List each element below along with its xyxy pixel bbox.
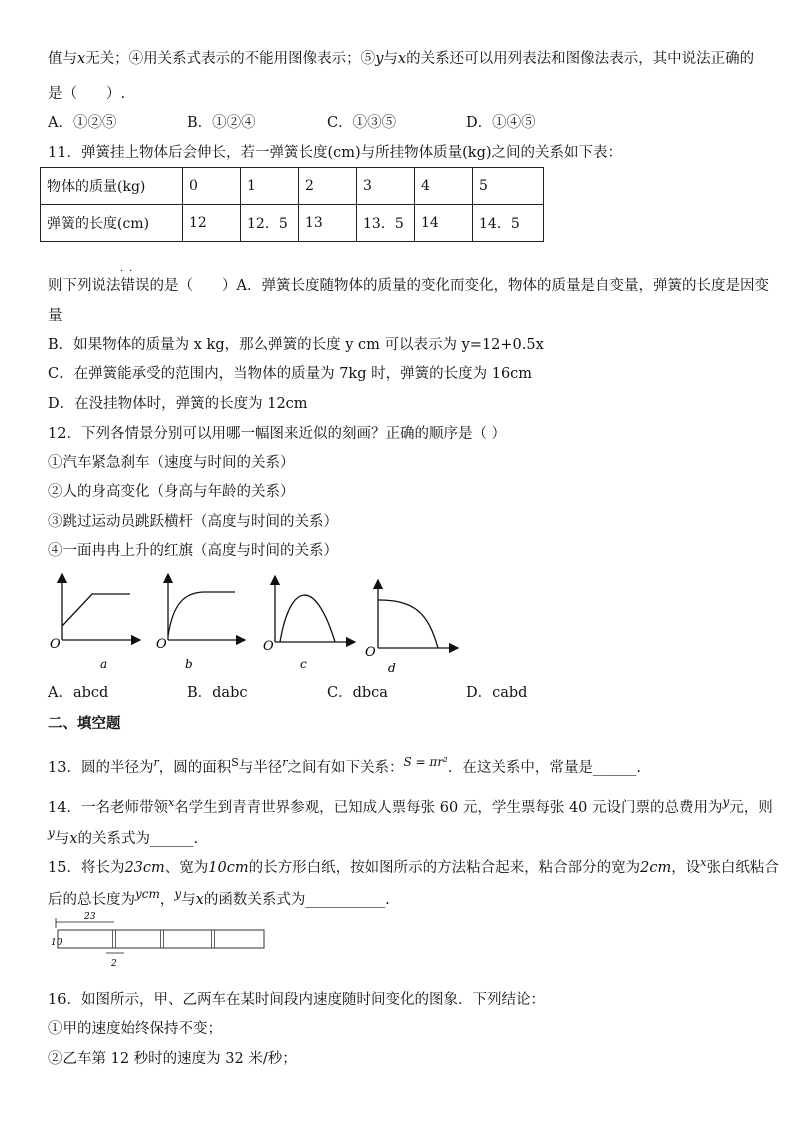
q12-option-d: D．cabd [466,685,528,701]
q15-line2: 后的总长度为$^{ycm}$，$^y$与x的函数关系式为___________. [48,887,390,908]
q15-line1: 15．将长为23cm、宽为10cm的长方形白纸，按如图所示的方法粘合起来，粘合部分的宽为2cm，设$^x$张白纸粘合 [48,856,779,876]
q11-stem: 11．弹簧挂上物体后会伸长，若一弹簧长度(cm)与所挂物体质量(kg)之间的关系如下表： [48,145,623,161]
q14-line2: $^y$与x的关系式为______. [48,826,199,847]
q13-line: 13．圆的半径为$^r$，圆的面积$^S$与半径$^r$之间有如下关系：$^{S = \pi r^2}$．在这关系中，常量是______. [48,755,641,776]
graph-d-origin: O [365,645,376,660]
q10-option-d: D．①④⑤ [466,115,536,131]
graph-c-label: c [300,657,307,671]
q16-item-1: ①甲的速度始终保持不变； [48,1021,222,1037]
section-heading: 二、填空题 [48,716,121,732]
q12-option-a: A．abcd [48,685,109,701]
table-cell: 12 [183,205,241,242]
glue-area [112,930,118,948]
paper-strip-figure [40,908,280,972]
graph-a-label: a [100,657,108,671]
q11-option-b: B．如果物体的质量为 x kg，那么弹簧的长度 y cm 可以表示为 y=12+0.5x [48,337,544,353]
table-cell: 13 [299,205,357,242]
spring-table [40,167,544,242]
label-10: 10 [51,938,63,948]
table-row [41,205,544,242]
q12-item-1: ①汽车紧急刹车（速度与时间的关系） [48,455,295,471]
table-cell: 3 [357,168,415,205]
q12-item-3: ③跳过运动员跳跃横杆（高度与时间的关系） [48,514,338,530]
graph-c-origin: O [263,639,274,654]
table-cell: 1 [241,168,299,205]
q10-option-b: B．①②④ [187,115,256,131]
graph-d-label: d [388,661,396,675]
q10-line2: 是（ ）. [48,86,126,102]
table-cell: 14．5 [473,205,544,242]
q10-option-c: C．①③⑤ [327,115,397,131]
q14-line1: 14．一名老师带领$^x$名学生到青青世界参观，已知成人票每张 60 元，学生票每张 40 元设门票的总费用为$^y$元，则 [48,795,773,816]
table-cell: 物体的质量(kg) [41,168,183,205]
table-row [41,168,544,205]
graph-b-label: b [185,657,193,671]
q12-option-b: B．dabc [187,685,248,701]
q12-stem: 12．下列各情景分别可以用哪一幅图来近似的刻画？正确的顺序是（ ） [48,426,507,442]
graph-c [275,576,355,642]
q12-option-c: C．dbca [327,685,388,701]
emphasis-dots: ·· [120,266,139,277]
table-cell: 4 [415,168,473,205]
table-cell: 12．5 [241,205,299,242]
label-2: 2 [111,959,117,969]
q16-stem: 16．如图所示，甲、乙两车在某时间段内速度随时间变化的图象．下列结论： [48,992,545,1008]
graph-b [168,574,245,640]
q11-option-c: C．在弹簧能承受的范围内，当物体的质量为 7kg 时，弹簧的长度为 16cm [48,366,533,382]
q12-item-4: ④一面冉冉上升的红旗（高度与时间的关系） [48,543,338,559]
label-23: 23 [84,912,96,922]
table-cell: 弹簧的长度(cm) [41,205,183,242]
q12-graphs [40,568,470,678]
q11-option-d: D．在没挂物体时，弹簧的长度为 12cm [48,396,308,412]
q11-prompt: 则下列说法错误的是（ ）A．弹簧长度随物体的质量的变化而变化，物体的质量是自变量，弹簧的长度是因变 [48,278,769,294]
graph-a-origin: O [50,637,61,652]
table-cell: 13．5 [357,205,415,242]
table-cell: 5 [473,168,544,205]
graph-a [62,574,140,640]
q10-option-a: A．①②⑤ [48,115,117,131]
q10-line1: 值与x无关；④用关系式表示的不能用图像表示；⑤y与x的关系还可以用列表法和图像法表示，其中说法正确的 [48,51,755,67]
table-cell: 2 [299,168,357,205]
table-cell: 14 [415,205,473,242]
table-cell: 0 [183,168,241,205]
q12-item-2: ②人的身高变化（身高与年龄的关系） [48,484,295,500]
q11-prompt-cont: 量 [48,308,63,324]
graph-d [378,580,458,648]
glue-area [210,930,216,948]
q16-item-2: ②乙车第 12 秒时的速度为 32 米/秒； [48,1051,297,1067]
graph-b-origin: O [156,637,167,652]
glue-area [160,930,166,948]
area-formula: S = πr² [403,755,448,769]
